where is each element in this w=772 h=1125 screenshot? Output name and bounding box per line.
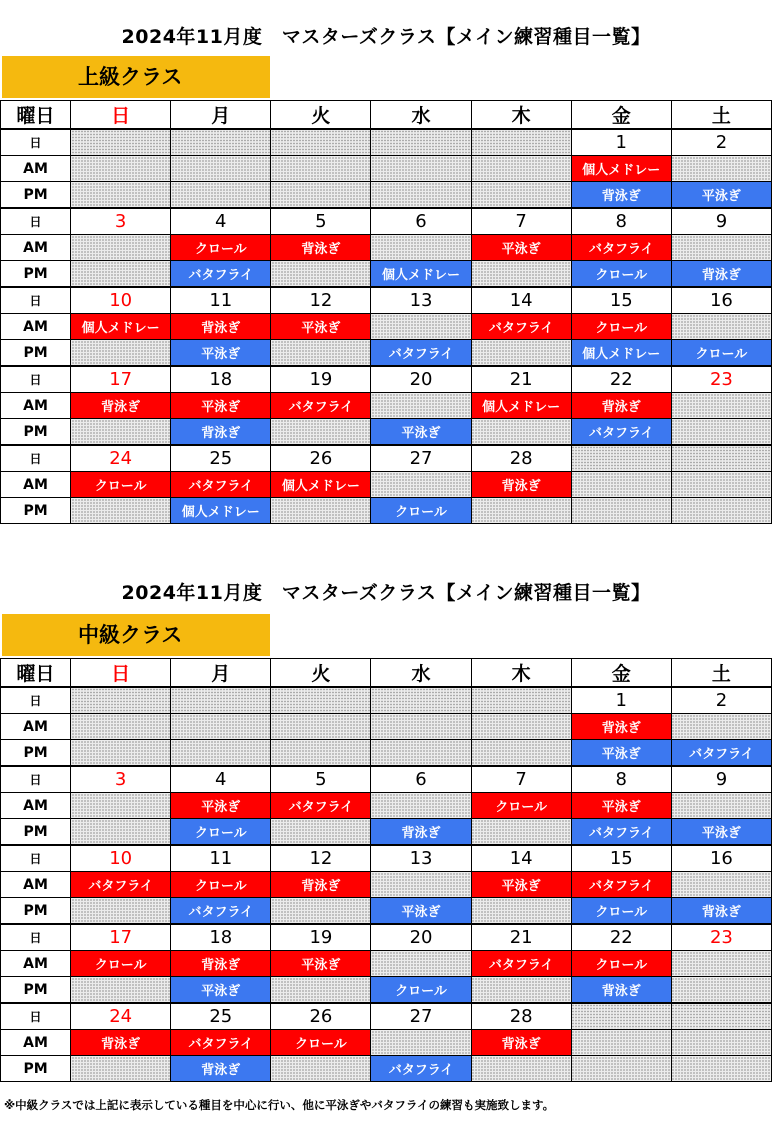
weekday-header: 日: [71, 659, 171, 688]
weekday-header-row: [1, 101, 772, 130]
am-practice-cell: 平泳ぎ: [571, 793, 671, 819]
date-cell: [471, 687, 571, 714]
pm-row: [1, 419, 772, 446]
am-practice-cell: クロール: [571, 951, 671, 977]
am-practice-cell: 背泳ぎ: [271, 235, 371, 261]
row-label-am: AM: [1, 393, 71, 419]
am-row: [1, 314, 772, 340]
pm-practice-cell: バタフライ: [171, 261, 271, 288]
empty-cell: [671, 472, 771, 498]
row-label-date: 日: [1, 287, 71, 314]
empty-cell: [271, 498, 371, 524]
pm-practice-cell: 平泳ぎ: [671, 182, 771, 209]
date-cell: 7: [471, 208, 571, 235]
am-practice-cell: 個人メドレー: [271, 472, 371, 498]
date-cell: 20: [371, 366, 471, 393]
am-practice-cell: 平泳ぎ: [271, 951, 371, 977]
empty-cell: [371, 314, 471, 340]
empty-cell: [671, 793, 771, 819]
am-practice-cell: クロール: [171, 872, 271, 898]
date-cell: 27: [371, 445, 471, 472]
pm-row: [1, 977, 772, 1004]
empty-cell: [471, 182, 571, 209]
am-row: [1, 793, 772, 819]
am-practice-cell: 平泳ぎ: [271, 314, 371, 340]
date-cell: 4: [171, 208, 271, 235]
pm-practice-cell: 背泳ぎ: [671, 898, 771, 925]
header-youbi: 曜日: [1, 659, 71, 688]
row-label-date: 日: [1, 766, 71, 793]
row-label-am: AM: [1, 1030, 71, 1056]
pm-practice-cell: バタフライ: [371, 340, 471, 367]
row-label-date: 日: [1, 687, 71, 714]
empty-cell: [671, 977, 771, 1004]
am-practice-cell: クロール: [471, 793, 571, 819]
am-practice-cell: バタフライ: [171, 472, 271, 498]
am-practice-cell: バタフライ: [471, 951, 571, 977]
date-cell: 6: [371, 766, 471, 793]
row-label-date: 日: [1, 845, 71, 872]
row-label-am: AM: [1, 235, 71, 261]
date-cell: 10: [71, 287, 171, 314]
am-practice-cell: 平泳ぎ: [171, 393, 271, 419]
date-cell: [571, 1003, 671, 1030]
weekday-header: 木: [471, 659, 571, 688]
empty-cell: [371, 872, 471, 898]
am-row: [1, 472, 772, 498]
pm-practice-cell: バタフライ: [571, 819, 671, 846]
page-title-1: 2024年11月度 マスターズクラス【メイン練習種目一覧】: [121, 26, 651, 48]
date-cell: 12: [271, 287, 371, 314]
empty-cell: [171, 740, 271, 767]
date-cell: 27: [371, 1003, 471, 1030]
date-cell: 14: [471, 287, 571, 314]
empty-cell: [71, 156, 171, 182]
row-label-am: AM: [1, 472, 71, 498]
date-cell: 24: [71, 1003, 171, 1030]
am-row: [1, 951, 772, 977]
empty-cell: [271, 1056, 371, 1082]
empty-cell: [471, 261, 571, 288]
empty-cell: [471, 898, 571, 925]
row-label-date: 日: [1, 1003, 71, 1030]
empty-cell: [271, 261, 371, 288]
date-cell: 2: [671, 687, 771, 714]
date-row: [1, 208, 772, 235]
am-practice-cell: 背泳ぎ: [271, 872, 371, 898]
empty-cell: [471, 340, 571, 367]
weekday-header: 火: [271, 659, 371, 688]
empty-cell: [71, 235, 171, 261]
pm-practice-cell: 背泳ぎ: [571, 977, 671, 1004]
date-cell: [271, 687, 371, 714]
am-practice-cell: 背泳ぎ: [71, 393, 171, 419]
empty-cell: [571, 498, 671, 524]
empty-cell: [271, 977, 371, 1004]
date-cell: 14: [471, 845, 571, 872]
date-cell: 17: [71, 366, 171, 393]
am-practice-cell: クロール: [271, 1030, 371, 1056]
date-cell: 15: [571, 287, 671, 314]
pm-practice-cell: 平泳ぎ: [671, 819, 771, 846]
row-label-pm: PM: [1, 819, 71, 846]
date-row: [1, 845, 772, 872]
date-cell: 26: [271, 445, 371, 472]
am-practice-cell: 背泳ぎ: [171, 314, 271, 340]
am-practice-cell: クロール: [71, 472, 171, 498]
am-practice-cell: バタフライ: [71, 872, 171, 898]
row-label-pm: PM: [1, 1056, 71, 1082]
empty-cell: [71, 498, 171, 524]
empty-cell: [371, 156, 471, 182]
date-cell: 3: [71, 766, 171, 793]
pm-practice-cell: クロール: [571, 261, 671, 288]
date-cell: 11: [171, 287, 271, 314]
date-cell: 22: [571, 924, 671, 951]
date-cell: 25: [171, 1003, 271, 1030]
row-label-date: 日: [1, 445, 71, 472]
am-row: [1, 714, 772, 740]
pm-row: [1, 261, 772, 288]
row-label-pm: PM: [1, 261, 71, 288]
pm-practice-cell: 平泳ぎ: [371, 419, 471, 446]
row-label-am: AM: [1, 714, 71, 740]
row-label-am: AM: [1, 793, 71, 819]
date-cell: [471, 129, 571, 156]
empty-cell: [471, 740, 571, 767]
am-practice-cell: 平泳ぎ: [171, 793, 271, 819]
date-cell: 9: [671, 766, 771, 793]
weekday-header: 土: [671, 101, 771, 130]
empty-cell: [271, 819, 371, 846]
date-cell: 18: [171, 366, 271, 393]
date-cell: 11: [171, 845, 271, 872]
empty-cell: [71, 714, 171, 740]
empty-cell: [71, 419, 171, 446]
empty-cell: [71, 1056, 171, 1082]
date-cell: 10: [71, 845, 171, 872]
empty-cell: [671, 1030, 771, 1056]
footnote: ※中級クラスでは上記に表示している種目を中心に行い、他に平泳ぎやバタフライの練習も実施致します。: [4, 1098, 555, 1112]
date-cell: 26: [271, 1003, 371, 1030]
pm-practice-cell: バタフライ: [571, 419, 671, 446]
empty-cell: [471, 714, 571, 740]
empty-cell: [671, 314, 771, 340]
schedule-table-advanced: [0, 100, 772, 524]
weekday-header: 金: [571, 101, 671, 130]
empty-cell: [371, 1030, 471, 1056]
date-cell: 15: [571, 845, 671, 872]
date-cell: 8: [571, 208, 671, 235]
pm-practice-cell: 背泳ぎ: [171, 419, 271, 446]
date-row: [1, 924, 772, 951]
empty-cell: [171, 714, 271, 740]
date-cell: [671, 1003, 771, 1030]
empty-cell: [71, 898, 171, 925]
am-practice-cell: クロール: [571, 314, 671, 340]
weekday-header-row: [1, 659, 772, 688]
weekday-header: 木: [471, 101, 571, 130]
row-label-pm: PM: [1, 898, 71, 925]
am-practice-cell: バタフライ: [271, 793, 371, 819]
am-row: [1, 393, 772, 419]
empty-cell: [371, 393, 471, 419]
empty-cell: [171, 182, 271, 209]
pm-row: [1, 740, 772, 767]
date-cell: 16: [671, 845, 771, 872]
empty-cell: [271, 714, 371, 740]
empty-cell: [71, 182, 171, 209]
empty-cell: [671, 1056, 771, 1082]
date-cell: 23: [671, 924, 771, 951]
empty-cell: [471, 498, 571, 524]
weekday-header: 火: [271, 101, 371, 130]
am-row: [1, 235, 772, 261]
date-cell: 7: [471, 766, 571, 793]
pm-row: [1, 819, 772, 846]
date-cell: 1: [571, 687, 671, 714]
date-cell: [171, 129, 271, 156]
empty-cell: [371, 235, 471, 261]
row-label-date: 日: [1, 208, 71, 235]
am-practice-cell: 平泳ぎ: [471, 872, 571, 898]
am-practice-cell: 背泳ぎ: [171, 951, 271, 977]
date-cell: 23: [671, 366, 771, 393]
pm-practice-cell: クロール: [371, 977, 471, 1004]
am-practice-cell: バタフライ: [471, 314, 571, 340]
date-cell: 28: [471, 445, 571, 472]
pm-practice-cell: 平泳ぎ: [571, 740, 671, 767]
pm-practice-cell: 背泳ぎ: [671, 261, 771, 288]
date-cell: [371, 129, 471, 156]
empty-cell: [571, 1056, 671, 1082]
date-cell: 17: [71, 924, 171, 951]
empty-cell: [671, 951, 771, 977]
row-label-am: AM: [1, 872, 71, 898]
date-cell: 22: [571, 366, 671, 393]
am-practice-cell: 個人メドレー: [71, 314, 171, 340]
date-row: [1, 766, 772, 793]
weekday-header: 日: [71, 101, 171, 130]
pm-practice-cell: 背泳ぎ: [571, 182, 671, 209]
weekday-header: 月: [171, 659, 271, 688]
pm-practice-cell: 個人メドレー: [571, 340, 671, 367]
weekday-header: 金: [571, 659, 671, 688]
empty-cell: [571, 472, 671, 498]
row-label-date: 日: [1, 129, 71, 156]
empty-cell: [71, 977, 171, 1004]
pm-practice-cell: バタフライ: [671, 740, 771, 767]
am-practice-cell: バタフライ: [571, 872, 671, 898]
date-cell: [571, 445, 671, 472]
pm-row: [1, 898, 772, 925]
pm-row: [1, 182, 772, 209]
class-label-intermediate: 中級クラス: [2, 614, 270, 656]
empty-cell: [271, 182, 371, 209]
am-practice-cell: 背泳ぎ: [71, 1030, 171, 1056]
date-cell: [71, 687, 171, 714]
row-label-date: 日: [1, 924, 71, 951]
row-label-am: AM: [1, 951, 71, 977]
date-cell: 9: [671, 208, 771, 235]
empty-cell: [471, 156, 571, 182]
am-practice-cell: 背泳ぎ: [471, 1030, 571, 1056]
empty-cell: [371, 472, 471, 498]
am-practice-cell: 個人メドレー: [471, 393, 571, 419]
date-cell: [271, 129, 371, 156]
empty-cell: [71, 340, 171, 367]
empty-cell: [571, 1030, 671, 1056]
empty-cell: [271, 156, 371, 182]
date-cell: 2: [671, 129, 771, 156]
date-cell: 21: [471, 366, 571, 393]
date-row: [1, 445, 772, 472]
date-cell: 24: [71, 445, 171, 472]
empty-cell: [371, 951, 471, 977]
schedule-table-intermediate: [0, 658, 772, 1082]
pm-practice-cell: 個人メドレー: [371, 261, 471, 288]
am-practice-cell: 背泳ぎ: [471, 472, 571, 498]
date-cell: [371, 687, 471, 714]
am-practice-cell: クロール: [71, 951, 171, 977]
date-cell: [671, 445, 771, 472]
date-cell: 5: [271, 208, 371, 235]
row-label-am: AM: [1, 314, 71, 340]
empty-cell: [271, 340, 371, 367]
empty-cell: [471, 819, 571, 846]
pm-practice-cell: クロール: [171, 819, 271, 846]
empty-cell: [71, 261, 171, 288]
empty-cell: [471, 419, 571, 446]
row-label-pm: PM: [1, 182, 71, 209]
class-label-advanced: 上級クラス: [2, 56, 270, 98]
am-practice-cell: クロール: [171, 235, 271, 261]
am-practice-cell: 個人メドレー: [571, 156, 671, 182]
date-cell: 12: [271, 845, 371, 872]
date-row: [1, 1003, 772, 1030]
date-cell: 1: [571, 129, 671, 156]
row-label-pm: PM: [1, 498, 71, 524]
row-label-pm: PM: [1, 340, 71, 367]
date-cell: 21: [471, 924, 571, 951]
pm-practice-cell: 背泳ぎ: [371, 819, 471, 846]
weekday-header: 水: [371, 101, 471, 130]
pm-practice-cell: クロール: [371, 498, 471, 524]
empty-cell: [671, 393, 771, 419]
am-practice-cell: 平泳ぎ: [471, 235, 571, 261]
pm-practice-cell: 個人メドレー: [171, 498, 271, 524]
pm-row: [1, 1056, 772, 1082]
am-practice-cell: 背泳ぎ: [571, 714, 671, 740]
date-cell: 6: [371, 208, 471, 235]
empty-cell: [171, 156, 271, 182]
empty-cell: [671, 156, 771, 182]
pm-practice-cell: 平泳ぎ: [171, 977, 271, 1004]
date-cell: 3: [71, 208, 171, 235]
row-label-am: AM: [1, 156, 71, 182]
date-cell: 8: [571, 766, 671, 793]
am-practice-cell: バタフライ: [271, 393, 371, 419]
empty-cell: [71, 819, 171, 846]
empty-cell: [371, 740, 471, 767]
page-title-2: 2024年11月度 マスターズクラス【メイン練習種目一覧】: [121, 582, 651, 604]
pm-practice-cell: 背泳ぎ: [171, 1056, 271, 1082]
date-cell: [71, 129, 171, 156]
empty-cell: [271, 740, 371, 767]
pm-practice-cell: クロール: [571, 898, 671, 925]
date-row: [1, 129, 772, 156]
empty-cell: [371, 793, 471, 819]
am-practice-cell: 背泳ぎ: [571, 393, 671, 419]
weekday-header: 月: [171, 101, 271, 130]
row-label-pm: PM: [1, 740, 71, 767]
empty-cell: [671, 872, 771, 898]
header-youbi: 曜日: [1, 101, 71, 130]
date-cell: 4: [171, 766, 271, 793]
empty-cell: [671, 235, 771, 261]
pm-row: [1, 340, 772, 367]
empty-cell: [271, 419, 371, 446]
row-label-pm: PM: [1, 419, 71, 446]
empty-cell: [71, 740, 171, 767]
date-cell: 16: [671, 287, 771, 314]
am-practice-cell: バタフライ: [171, 1030, 271, 1056]
am-practice-cell: バタフライ: [571, 235, 671, 261]
date-row: [1, 287, 772, 314]
empty-cell: [671, 419, 771, 446]
weekday-header: 水: [371, 659, 471, 688]
empty-cell: [671, 714, 771, 740]
date-row: [1, 366, 772, 393]
row-label-pm: PM: [1, 977, 71, 1004]
pm-practice-cell: バタフライ: [371, 1056, 471, 1082]
row-label-date: 日: [1, 366, 71, 393]
empty-cell: [71, 793, 171, 819]
empty-cell: [671, 498, 771, 524]
empty-cell: [471, 977, 571, 1004]
pm-practice-cell: バタフライ: [171, 898, 271, 925]
am-row: [1, 156, 772, 182]
am-row: [1, 872, 772, 898]
date-cell: 19: [271, 924, 371, 951]
date-cell: 19: [271, 366, 371, 393]
pm-practice-cell: 平泳ぎ: [171, 340, 271, 367]
date-cell: 20: [371, 924, 471, 951]
am-row: [1, 1030, 772, 1056]
empty-cell: [371, 714, 471, 740]
date-cell: 5: [271, 766, 371, 793]
date-cell: 18: [171, 924, 271, 951]
date-cell: 25: [171, 445, 271, 472]
pm-practice-cell: クロール: [671, 340, 771, 367]
empty-cell: [471, 1056, 571, 1082]
date-cell: [171, 687, 271, 714]
weekday-header: 土: [671, 659, 771, 688]
empty-cell: [271, 898, 371, 925]
date-cell: 28: [471, 1003, 571, 1030]
date-cell: 13: [371, 287, 471, 314]
pm-practice-cell: 平泳ぎ: [371, 898, 471, 925]
pm-row: [1, 498, 772, 524]
date-cell: 13: [371, 845, 471, 872]
date-row: [1, 687, 772, 714]
empty-cell: [371, 182, 471, 209]
